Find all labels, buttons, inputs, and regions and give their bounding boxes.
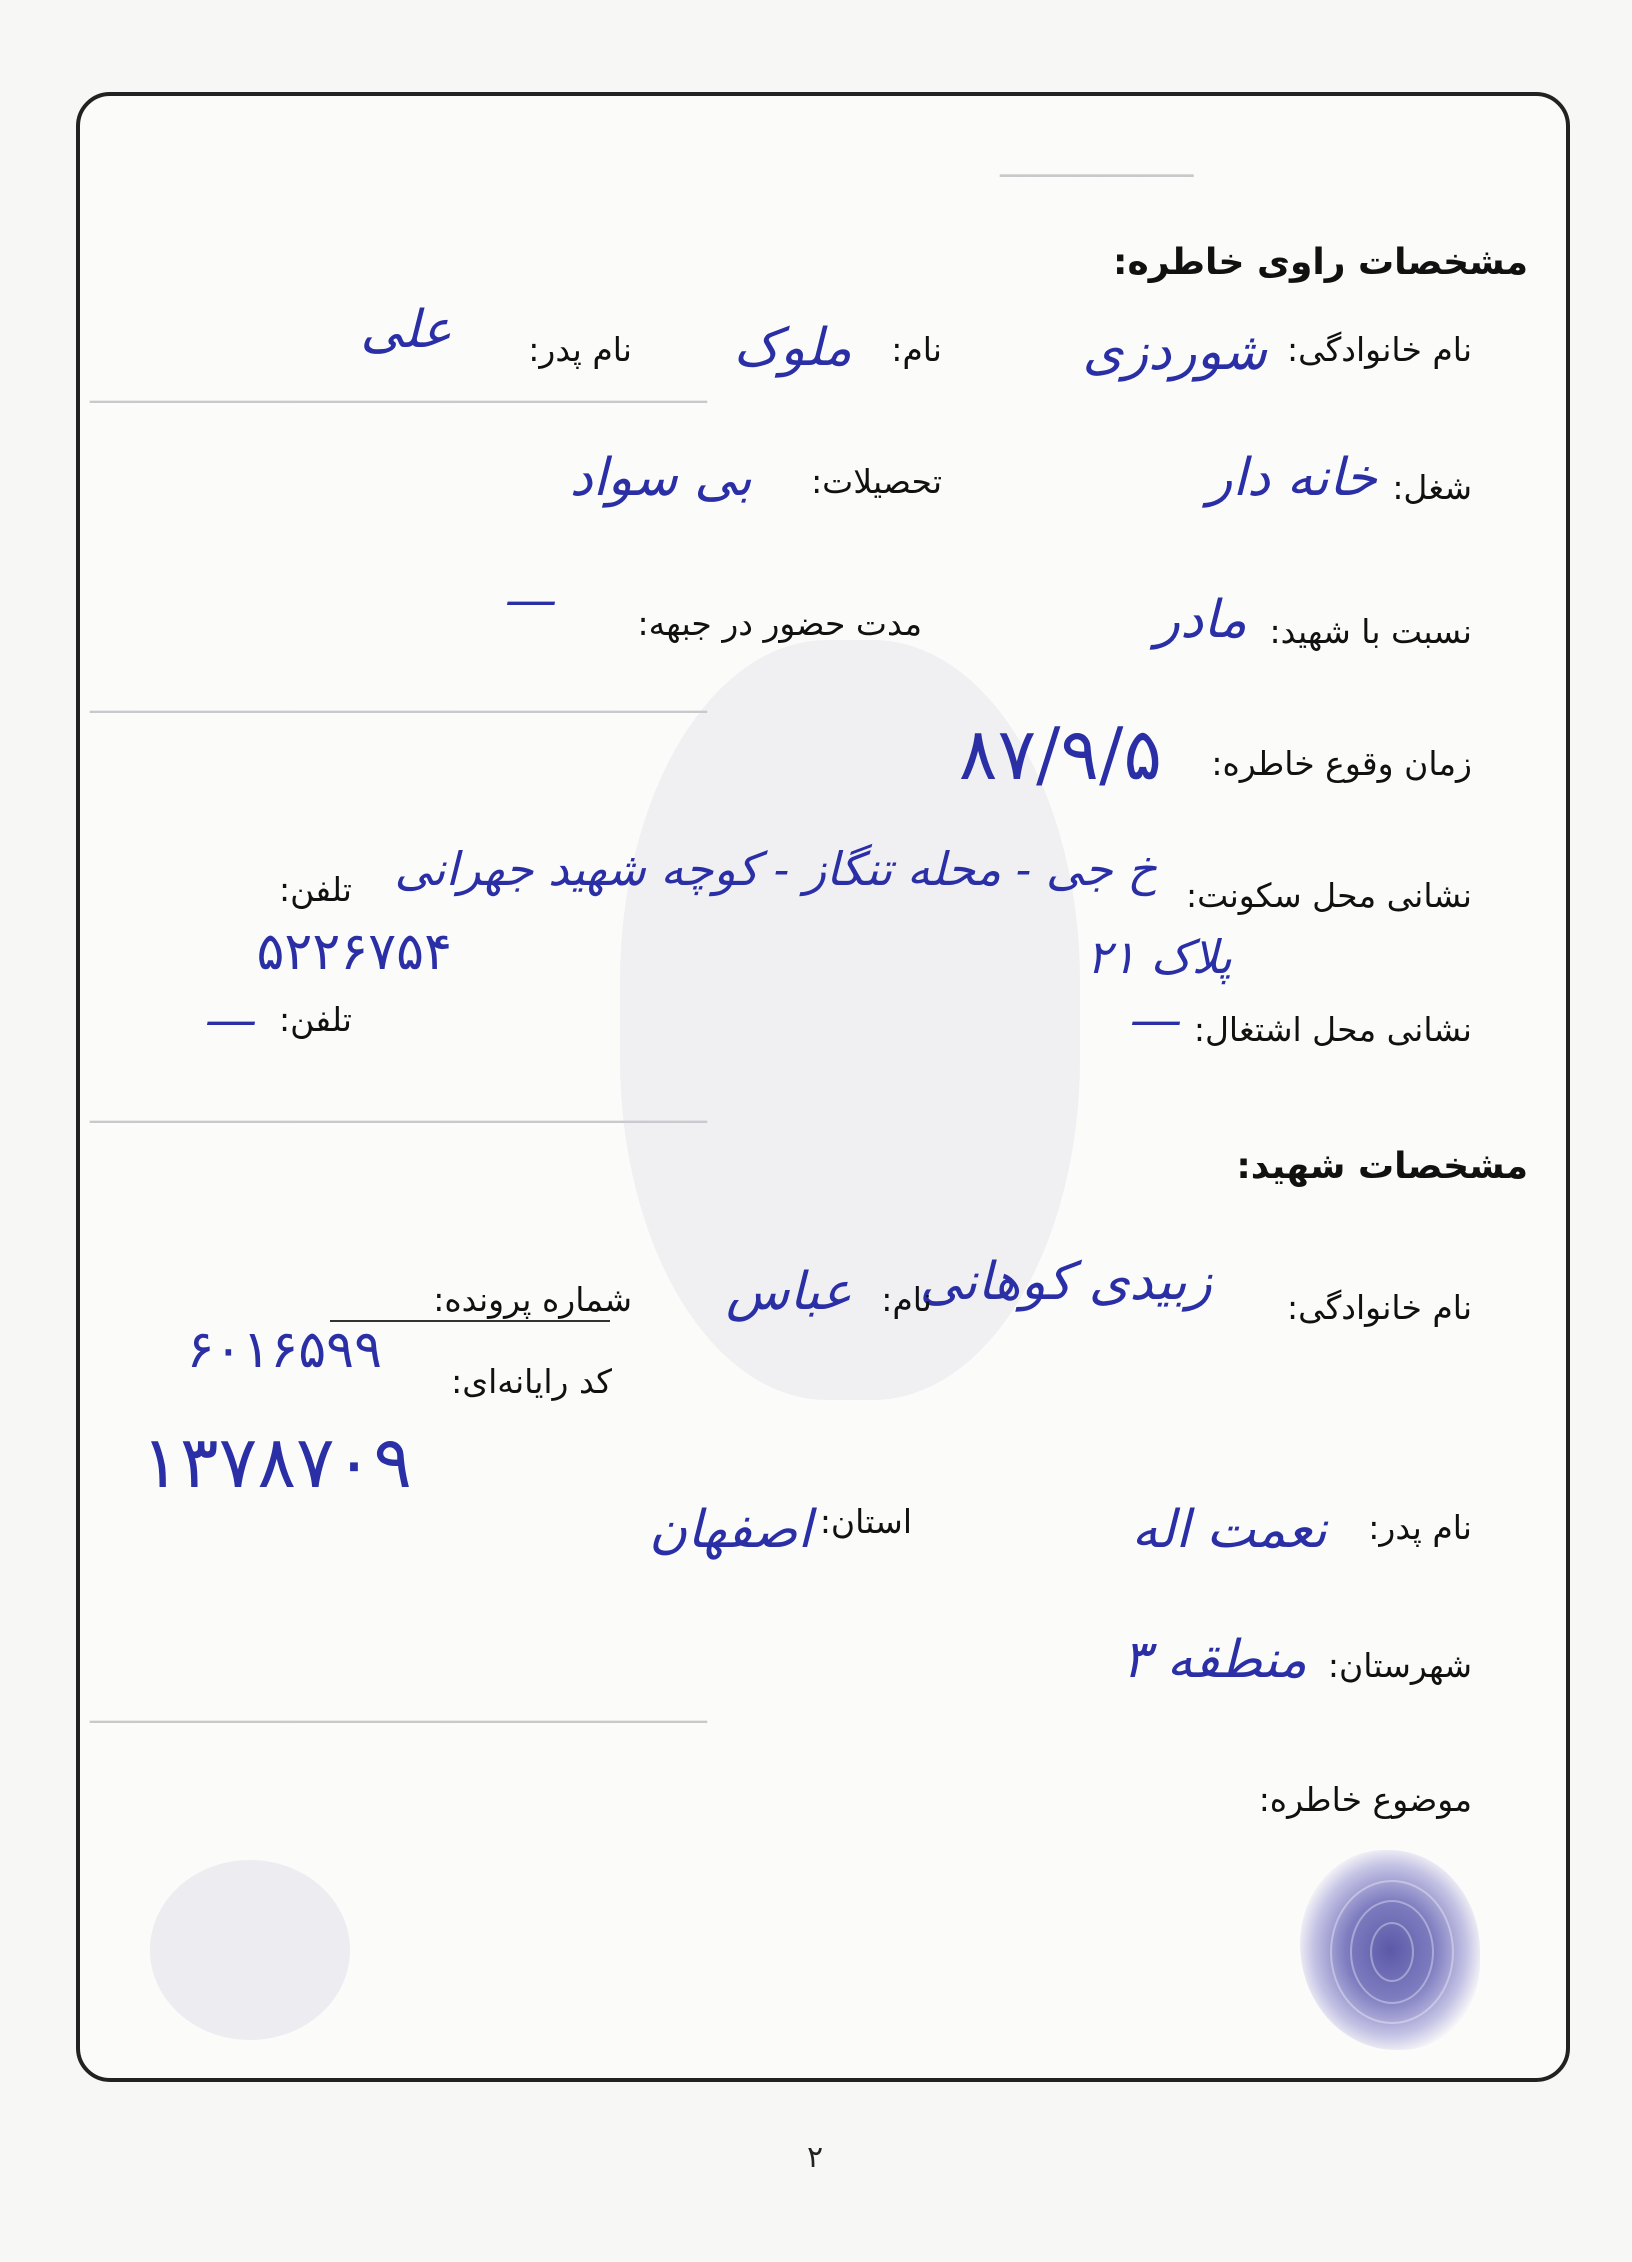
- narrator-phone-value: ۵۲۲۶۷۵۴: [256, 922, 452, 982]
- narrator-relation-label: نسبت با شهید:: [1269, 612, 1472, 651]
- martyr-first-name-label: نام:: [881, 1280, 932, 1319]
- narrator-job-label: شغل:: [1392, 468, 1472, 507]
- narrator-education-value: بی سواد: [569, 448, 752, 508]
- narrator-job-value: خانه دار: [1207, 448, 1377, 508]
- narrator-first-name-value: ملوک: [733, 318, 852, 378]
- narrator-work-address-label: نشانی محل اشتغال:: [1193, 1010, 1472, 1049]
- martyr-province-value: اصفهان: [649, 1500, 812, 1560]
- narrator-relation-value: مادر: [1155, 590, 1247, 650]
- narrator-front-duration-label: مدت حضور در جبهه:: [637, 604, 922, 643]
- martyr-family-name-value: زبیدی کوهانی: [919, 1252, 1212, 1312]
- narrator-home-address-value-2: پلاک ۲۱: [1086, 930, 1232, 984]
- narrator-work-phone-label: تلفن:: [278, 1000, 352, 1039]
- martyr-file-number-label: شماره پرونده:: [433, 1280, 632, 1319]
- martyr-father-name-label: نام پدر:: [1368, 1508, 1472, 1547]
- narrator-family-name-value: شوردزی: [1082, 322, 1267, 382]
- martyr-computer-code-value: ۱۳۷۸۷۰۹: [141, 1420, 412, 1504]
- narrator-father-name-label: نام پدر:: [528, 330, 632, 369]
- narrator-first-name-label: نام:: [891, 330, 942, 369]
- martyr-heading: مشخصات شهید:: [1236, 1146, 1528, 1187]
- narrator-family-name-label: نام خانوادگی:: [1286, 330, 1472, 369]
- narrator-education-label: تحصیلات:: [811, 462, 942, 501]
- narrator-front-duration-value: —: [505, 570, 557, 630]
- narrator-home-address-label: نشانی محل سکونت:: [1186, 876, 1472, 915]
- narrator-father-name-value: علی: [360, 300, 452, 360]
- martyr-file-number-value: ۶۰۱۶۵۹۹: [186, 1320, 382, 1380]
- bleed-through-text: ـــــــــــــــــــــــــــــــــــــــــــــــــــــــــــــــــــــــــــــــــ: [90, 1700, 707, 1730]
- faint-fingerprint: [150, 1860, 350, 2040]
- narrator-memory-time-label: زمان وقوع خاطره:: [1211, 744, 1472, 783]
- bleed-through-text: ــــــــــــــــــــــ: [1000, 150, 1194, 185]
- martyr-first-name-value: عباس: [725, 1262, 852, 1322]
- martyr-father-name-value: نعمت اله: [1131, 1500, 1327, 1560]
- martyr-city-label: شهرستان:: [1327, 1646, 1472, 1685]
- martyr-city-value: منطقه ۳: [1122, 1630, 1307, 1690]
- martyr-family-name-label: نام خانوادگی:: [1286, 1288, 1472, 1327]
- martyr-province-label: استان:: [819, 1502, 912, 1541]
- bleed-through-text: ـــــــــــــــــــــــــــــــــــــــــــــــــــــــــــــــــــــــــــــــــ: [90, 1100, 707, 1130]
- narrator-work-phone-value: —: [205, 990, 257, 1050]
- martyr-computer-code-label: کد رایانه‌ای:: [451, 1362, 612, 1401]
- martyr-memory-subject-label: موضوع خاطره:: [1258, 1780, 1472, 1819]
- narrator-work-address-value: —: [1130, 990, 1182, 1050]
- narrator-memory-time-value: ۸۷/۹/۵: [958, 712, 1162, 796]
- page-number: ۲: [806, 2140, 824, 2175]
- narrator-phone-label: تلفن:: [278, 870, 352, 909]
- bleed-through-text: ـــــــــــــــــــــــــــــــــــــــــــــــــــــــــــــــــــــــــــــــــ: [90, 380, 707, 410]
- bleed-through-text: ـــــــــــــــــــــــــــــــــــــــــــــــــــــــــــــــــــــــــــــــــ: [90, 690, 707, 720]
- narrator-home-address-value: خ جی - محله تنگاز - کوچه شهید جهرانی: [394, 842, 1157, 896]
- narrator-heading: مشخصات راوی خاطره:: [1113, 242, 1528, 283]
